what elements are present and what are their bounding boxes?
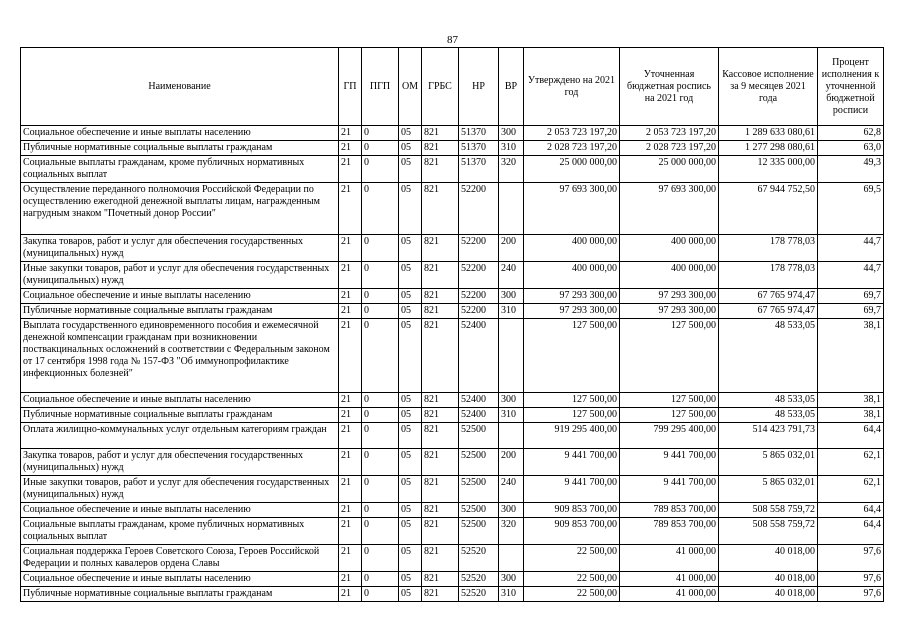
cell-gp: 21	[339, 141, 362, 156]
cell-percent: 62,1	[818, 476, 884, 503]
cell-percent: 62,1	[818, 449, 884, 476]
cell-grbs: 821	[422, 518, 459, 545]
cell-np: 52520	[459, 545, 499, 572]
cell-refined: 789 853 700,00	[620, 503, 719, 518]
cell-pgp: 0	[362, 408, 399, 423]
cell-cash: 178 778,03	[719, 235, 818, 262]
cell-np: 52400	[459, 408, 499, 423]
cell-gp: 21	[339, 319, 362, 393]
cell-grbs: 821	[422, 476, 459, 503]
cell-refined: 97 293 300,00	[620, 304, 719, 319]
cell-approved: 909 853 700,00	[524, 503, 620, 518]
cell-gp: 21	[339, 393, 362, 408]
cell-percent: 97,6	[818, 572, 884, 587]
cell-refined: 41 000,00	[620, 545, 719, 572]
cell-refined: 799 295 400,00	[620, 423, 719, 449]
cell-approved: 400 000,00	[524, 262, 620, 289]
cell-name: Закупка товаров, работ и услуг для обеспечения государственных (муниципальных) нужд	[21, 449, 339, 476]
cell-np: 52200	[459, 262, 499, 289]
cell-grbs: 821	[422, 393, 459, 408]
cell-name: Социальное обеспечение и иные выплаты населению	[21, 289, 339, 304]
cell-name: Иные закупки товаров, работ и услуг для обеспечения государственных (муниципальных) нужд	[21, 262, 339, 289]
cell-approved: 2 053 723 197,20	[524, 126, 620, 141]
cell-cash: 48 533,05	[719, 393, 818, 408]
cell-om: 05	[399, 183, 422, 235]
cell-cash: 12 335 000,00	[719, 156, 818, 183]
cell-percent: 64,4	[818, 518, 884, 545]
cell-refined: 127 500,00	[620, 408, 719, 423]
cell-gp: 21	[339, 304, 362, 319]
cell-grbs: 821	[422, 587, 459, 602]
header-approved: Утверждено на 2021 год	[524, 48, 620, 126]
cell-grbs: 821	[422, 235, 459, 262]
cell-gp: 21	[339, 518, 362, 545]
cell-pgp: 0	[362, 183, 399, 235]
cell-np: 52520	[459, 572, 499, 587]
cell-name: Оплата жилищно-коммунальных услуг отдельным категориям граждан	[21, 423, 339, 449]
cell-np: 52200	[459, 304, 499, 319]
cell-vr: 240	[499, 476, 524, 503]
cell-approved: 127 500,00	[524, 393, 620, 408]
cell-gp: 21	[339, 183, 362, 235]
cell-gp: 21	[339, 449, 362, 476]
cell-percent: 69,5	[818, 183, 884, 235]
cell-vr	[499, 183, 524, 235]
cell-approved: 919 295 400,00	[524, 423, 620, 449]
cell-om: 05	[399, 235, 422, 262]
cell-grbs: 821	[422, 262, 459, 289]
cell-approved: 97 293 300,00	[524, 289, 620, 304]
table-row	[21, 262, 884, 289]
cell-percent: 38,1	[818, 408, 884, 423]
cell-np: 52200	[459, 235, 499, 262]
cell-vr: 310	[499, 587, 524, 602]
cell-gp: 21	[339, 289, 362, 304]
cell-om: 05	[399, 289, 422, 304]
cell-gp: 21	[339, 545, 362, 572]
cell-percent: 49,3	[818, 156, 884, 183]
cell-cash: 508 558 759,72	[719, 503, 818, 518]
cell-refined: 2 028 723 197,20	[620, 141, 719, 156]
cell-approved: 22 500,00	[524, 587, 620, 602]
header-gp: ГП	[339, 48, 362, 126]
cell-gp: 21	[339, 423, 362, 449]
cell-np: 52500	[459, 423, 499, 449]
cell-gp: 21	[339, 572, 362, 587]
cell-approved: 25 000 000,00	[524, 156, 620, 183]
cell-om: 05	[399, 423, 422, 449]
cell-grbs: 821	[422, 408, 459, 423]
cell-cash: 5 865 032,01	[719, 449, 818, 476]
cell-np: 52520	[459, 587, 499, 602]
cell-pgp: 0	[362, 393, 399, 408]
cell-approved: 400 000,00	[524, 235, 620, 262]
cell-om: 05	[399, 304, 422, 319]
header-vr: ВР	[499, 48, 524, 126]
cell-gp: 21	[339, 262, 362, 289]
cell-gp: 21	[339, 587, 362, 602]
table-row	[21, 304, 884, 319]
cell-pgp: 0	[362, 518, 399, 545]
cell-cash: 48 533,05	[719, 319, 818, 393]
cell-pgp: 0	[362, 449, 399, 476]
cell-pgp: 0	[362, 156, 399, 183]
cell-pgp: 0	[362, 503, 399, 518]
cell-percent: 64,4	[818, 503, 884, 518]
header-percent: Процент исполнения к уточненной бюджетной росписи	[818, 48, 884, 126]
header-refined: Уточненная бюджетная роспись на 2021 год	[620, 48, 719, 126]
cell-np: 51370	[459, 156, 499, 183]
table-row	[21, 235, 884, 262]
table-row	[21, 126, 884, 141]
cell-cash: 1 289 633 080,61	[719, 126, 818, 141]
cell-percent: 63,0	[818, 141, 884, 156]
cell-pgp: 0	[362, 262, 399, 289]
cell-name: Социальная поддержка Героев Советского Союза, Героев Российской Федерации и полных кавалеров ордена Славы	[21, 545, 339, 572]
header-name: Наименование	[21, 48, 339, 126]
cell-grbs: 821	[422, 319, 459, 393]
cell-cash: 67 944 752,50	[719, 183, 818, 235]
cell-grbs: 821	[422, 183, 459, 235]
cell-name: Публичные нормативные социальные выплаты гражданам	[21, 304, 339, 319]
header-pgp: ПГП	[362, 48, 399, 126]
cell-np: 52400	[459, 393, 499, 408]
table-row	[21, 518, 884, 545]
cell-om: 05	[399, 587, 422, 602]
cell-gp: 21	[339, 126, 362, 141]
table-row	[21, 423, 884, 449]
cell-om: 05	[399, 126, 422, 141]
cell-vr: 300	[499, 126, 524, 141]
cell-approved: 9 441 700,00	[524, 476, 620, 503]
cell-om: 05	[399, 449, 422, 476]
cell-refined: 2 053 723 197,20	[620, 126, 719, 141]
table-row	[21, 476, 884, 503]
cell-np: 51370	[459, 126, 499, 141]
table-body	[21, 126, 884, 602]
cell-om: 05	[399, 518, 422, 545]
cell-name: Социальное обеспечение и иные выплаты населению	[21, 126, 339, 141]
cell-name: Осуществление переданного полномочия Российской Федерации по осуществлению ежегодной денежной выплаты лицам, награжденным нагрудным знаком "Почетный донор России"	[21, 183, 339, 235]
cell-pgp: 0	[362, 126, 399, 141]
cell-approved: 909 853 700,00	[524, 518, 620, 545]
cell-np: 52500	[459, 518, 499, 545]
cell-grbs: 821	[422, 156, 459, 183]
cell-om: 05	[399, 319, 422, 393]
cell-vr: 320	[499, 518, 524, 545]
cell-gp: 21	[339, 503, 362, 518]
cell-pgp: 0	[362, 289, 399, 304]
cell-pgp: 0	[362, 235, 399, 262]
cell-grbs: 821	[422, 545, 459, 572]
cell-approved: 97 693 300,00	[524, 183, 620, 235]
table-row	[21, 393, 884, 408]
cell-om: 05	[399, 572, 422, 587]
cell-refined: 127 500,00	[620, 319, 719, 393]
cell-name: Выплата государственного единовременного пособия и ежемесячной денежной компенсации гражданам при возникновении поствакцинальных осложнений в соответствии с Федеральным законом от 17 сентября 1998 года № 157-ФЗ "Об иммунопрофилактике инфекционных болезней"	[21, 319, 339, 393]
cell-name: Социальное обеспечение и иные выплаты населению	[21, 572, 339, 587]
table-row	[21, 545, 884, 572]
cell-approved: 2 028 723 197,20	[524, 141, 620, 156]
cell-name: Закупка товаров, работ и услуг для обеспечения государственных (муниципальных) нужд	[21, 235, 339, 262]
cell-approved: 127 500,00	[524, 408, 620, 423]
cell-np: 52200	[459, 183, 499, 235]
header-np: НР	[459, 48, 499, 126]
cell-cash: 40 018,00	[719, 545, 818, 572]
cell-refined: 400 000,00	[620, 235, 719, 262]
cell-cash: 67 765 974,47	[719, 304, 818, 319]
cell-vr: 300	[499, 572, 524, 587]
cell-gp: 21	[339, 476, 362, 503]
cell-vr	[499, 545, 524, 572]
cell-cash: 5 865 032,01	[719, 476, 818, 503]
cell-vr	[499, 423, 524, 449]
table-row	[21, 289, 884, 304]
cell-vr: 310	[499, 141, 524, 156]
cell-grbs: 821	[422, 423, 459, 449]
page-number: 87	[447, 34, 458, 46]
table-row	[21, 449, 884, 476]
cell-cash: 1 277 298 080,61	[719, 141, 818, 156]
cell-percent: 44,7	[818, 262, 884, 289]
cell-pgp: 0	[362, 587, 399, 602]
cell-approved: 22 500,00	[524, 572, 620, 587]
table-row	[21, 141, 884, 156]
cell-grbs: 821	[422, 572, 459, 587]
cell-percent: 64,4	[818, 423, 884, 449]
cell-pgp: 0	[362, 141, 399, 156]
cell-name: Публичные нормативные социальные выплаты гражданам	[21, 141, 339, 156]
cell-cash: 40 018,00	[719, 572, 818, 587]
cell-gp: 21	[339, 156, 362, 183]
table-row	[21, 319, 884, 393]
cell-pgp: 0	[362, 423, 399, 449]
cell-approved: 127 500,00	[524, 319, 620, 393]
cell-percent: 62,8	[818, 126, 884, 141]
cell-om: 05	[399, 476, 422, 503]
cell-refined: 41 000,00	[620, 572, 719, 587]
table-row	[21, 408, 884, 423]
cell-grbs: 821	[422, 449, 459, 476]
cell-percent: 38,1	[818, 319, 884, 393]
cell-cash: 48 533,05	[719, 408, 818, 423]
cell-percent: 38,1	[818, 393, 884, 408]
cell-om: 05	[399, 503, 422, 518]
cell-pgp: 0	[362, 319, 399, 393]
cell-refined: 9 441 700,00	[620, 449, 719, 476]
table-header-row	[21, 48, 884, 126]
cell-refined: 97 693 300,00	[620, 183, 719, 235]
cell-cash: 67 765 974,47	[719, 289, 818, 304]
cell-name: Социальное обеспечение и иные выплаты населению	[21, 393, 339, 408]
cell-approved: 9 441 700,00	[524, 449, 620, 476]
cell-vr	[499, 319, 524, 393]
cell-refined: 127 500,00	[620, 393, 719, 408]
cell-np: 51370	[459, 141, 499, 156]
budget-table	[20, 47, 884, 602]
cell-refined: 400 000,00	[620, 262, 719, 289]
header-cash: Кассовое исполнение за 9 месяцев 2021 года	[719, 48, 818, 126]
cell-percent: 69,7	[818, 289, 884, 304]
table-row	[21, 587, 884, 602]
cell-cash: 514 423 791,73	[719, 423, 818, 449]
cell-refined: 789 853 700,00	[620, 518, 719, 545]
cell-grbs: 821	[422, 126, 459, 141]
cell-refined: 9 441 700,00	[620, 476, 719, 503]
cell-vr: 240	[499, 262, 524, 289]
header-om: ОМ	[399, 48, 422, 126]
cell-vr: 200	[499, 449, 524, 476]
cell-approved: 97 293 300,00	[524, 304, 620, 319]
cell-name: Публичные нормативные социальные выплаты гражданам	[21, 587, 339, 602]
cell-cash: 40 018,00	[719, 587, 818, 602]
table-row	[21, 156, 884, 183]
cell-pgp: 0	[362, 304, 399, 319]
cell-grbs: 821	[422, 304, 459, 319]
cell-gp: 21	[339, 235, 362, 262]
cell-refined: 97 293 300,00	[620, 289, 719, 304]
cell-np: 52500	[459, 449, 499, 476]
header-grbs: ГРБС	[422, 48, 459, 126]
cell-percent: 97,6	[818, 545, 884, 572]
cell-pgp: 0	[362, 476, 399, 503]
cell-om: 05	[399, 393, 422, 408]
cell-percent: 69,7	[818, 304, 884, 319]
cell-vr: 320	[499, 156, 524, 183]
cell-np: 52500	[459, 476, 499, 503]
cell-om: 05	[399, 408, 422, 423]
cell-name: Иные закупки товаров, работ и услуг для обеспечения государственных (муниципальных) нужд	[21, 476, 339, 503]
cell-cash: 178 778,03	[719, 262, 818, 289]
cell-grbs: 821	[422, 141, 459, 156]
cell-name: Публичные нормативные социальные выплаты гражданам	[21, 408, 339, 423]
cell-om: 05	[399, 156, 422, 183]
cell-vr: 300	[499, 289, 524, 304]
cell-gp: 21	[339, 408, 362, 423]
cell-om: 05	[399, 262, 422, 289]
cell-pgp: 0	[362, 545, 399, 572]
cell-refined: 41 000,00	[620, 587, 719, 602]
cell-cash: 508 558 759,72	[719, 518, 818, 545]
cell-grbs: 821	[422, 503, 459, 518]
cell-percent: 97,6	[818, 587, 884, 602]
cell-vr: 310	[499, 304, 524, 319]
cell-refined: 25 000 000,00	[620, 156, 719, 183]
cell-np: 52500	[459, 503, 499, 518]
table-row	[21, 572, 884, 587]
cell-np: 52200	[459, 289, 499, 304]
cell-vr: 310	[499, 408, 524, 423]
cell-pgp: 0	[362, 572, 399, 587]
cell-om: 05	[399, 545, 422, 572]
cell-percent: 44,7	[818, 235, 884, 262]
cell-grbs: 821	[422, 289, 459, 304]
cell-name: Социальные выплаты гражданам, кроме публичных нормативных социальных выплат	[21, 518, 339, 545]
cell-name: Социальные выплаты гражданам, кроме публичных нормативных социальных выплат	[21, 156, 339, 183]
table-row	[21, 183, 884, 235]
cell-vr: 300	[499, 393, 524, 408]
cell-name: Социальное обеспечение и иные выплаты населению	[21, 503, 339, 518]
cell-approved: 22 500,00	[524, 545, 620, 572]
cell-om: 05	[399, 141, 422, 156]
table-row	[21, 503, 884, 518]
cell-np: 52400	[459, 319, 499, 393]
cell-vr: 200	[499, 235, 524, 262]
cell-vr: 300	[499, 503, 524, 518]
